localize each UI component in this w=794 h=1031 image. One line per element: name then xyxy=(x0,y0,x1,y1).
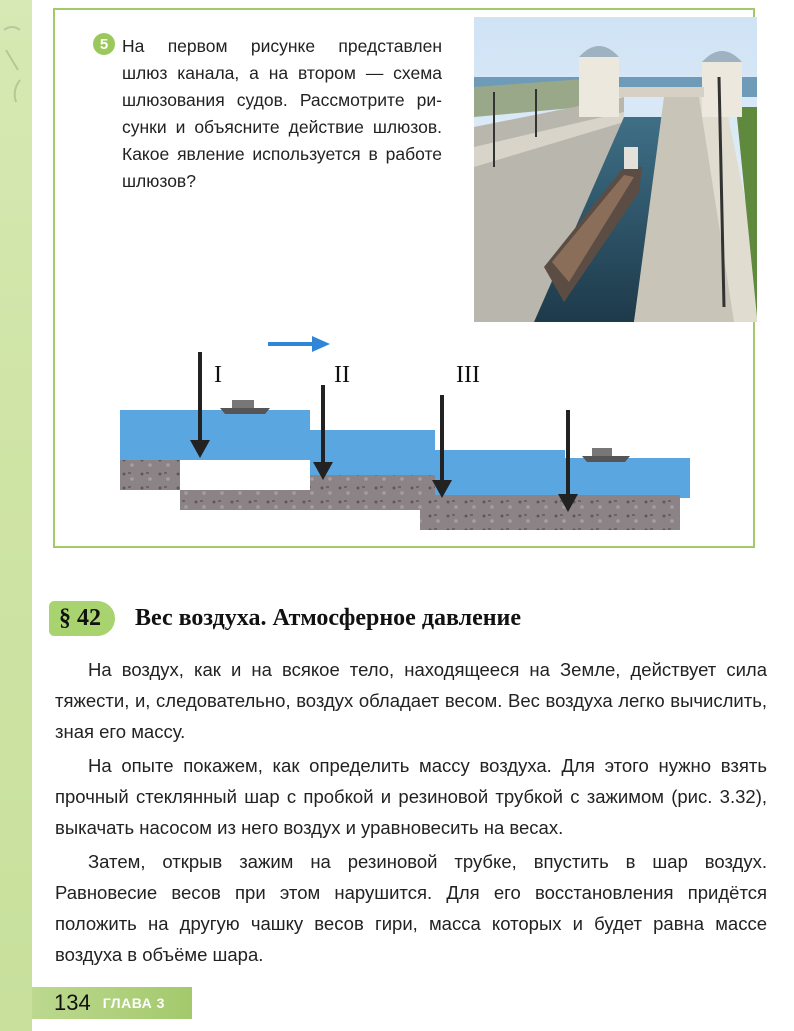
section-number: § 42 xyxy=(49,601,115,636)
lock-scheme-diagram xyxy=(120,330,690,530)
task-text xyxy=(122,33,442,195)
water-level-4 xyxy=(565,458,690,498)
task-line: сунки и объясните действие шлюзов. xyxy=(122,117,442,137)
chapter-label: ГЛАВА 3 xyxy=(102,995,165,1011)
body-text xyxy=(55,654,767,973)
boat-icon xyxy=(582,448,630,462)
water-level-3 xyxy=(435,450,565,495)
page-footer xyxy=(32,987,192,1019)
page-number: 134 xyxy=(54,990,91,1015)
paragraph: На воздух, как и на всякое тело, находящееся на Земле, действует сила тяжести, и, следовательно, воздух обладает весом. Вес воздуха легко вычислить, зная его массу. xyxy=(55,659,767,742)
task-line: шлюзов? xyxy=(122,171,196,191)
canal-lock-photo xyxy=(474,17,757,322)
paragraph: На опыте покажем, как определить массу воздуха. Для этого нужно взять прочный стеклянный шар с пробкой и резиновой трубкой с зажимом (рис. 3.32), выкачать насосом из него воздух и уравновесить на весах. xyxy=(55,755,767,838)
task-line: Какое явление используется в работе xyxy=(122,144,442,164)
section-title: Вес воздуха. Атмосферное давление xyxy=(135,604,522,631)
lock-label-3: III xyxy=(456,362,480,388)
section-header xyxy=(49,596,521,640)
task-line: шлюзования судов. Рассмотрите ри- xyxy=(122,90,442,110)
direction-arrow-icon xyxy=(268,336,330,352)
lock-label-1: I xyxy=(214,362,222,388)
water-level-1 xyxy=(120,410,310,460)
task-line: шлюз канала, а на втором — схема xyxy=(122,63,442,83)
gate-1 xyxy=(190,352,210,458)
lock-label-2: II xyxy=(334,362,350,388)
margin-strip xyxy=(0,0,32,1031)
margin-decoration xyxy=(0,10,32,130)
task-number: 5 xyxy=(99,35,109,53)
task-line: На первом рисунке представлен xyxy=(122,36,442,56)
task-number-badge xyxy=(93,33,115,55)
boat-icon xyxy=(220,400,270,414)
paragraph: Затем, открыв зажим на резиновой трубке, впустить в шар воздух. Равновесие весов при этом нарушится. Для его восстановления придётся положить на другую чашку весов гири, масса которых и будет равна массе воздуха в объёме шара. xyxy=(55,851,767,965)
